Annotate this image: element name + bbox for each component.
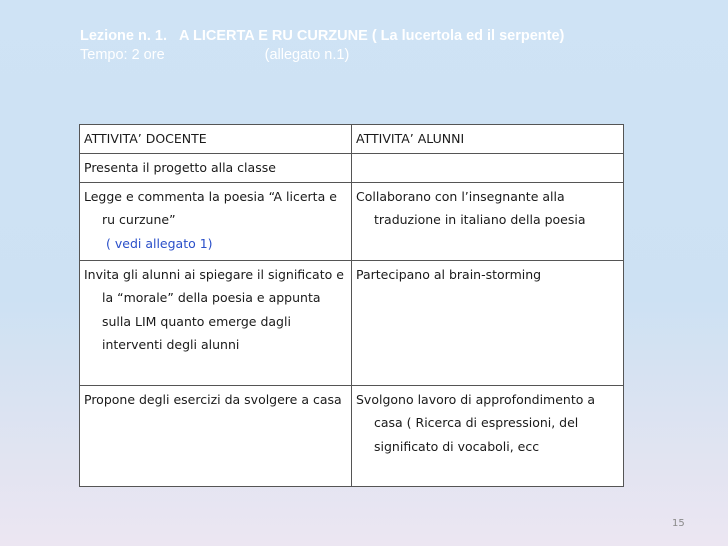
lesson-subtitle: ( La lucertola ed il serpente) xyxy=(371,28,565,44)
col-header-students: ATTIVITA’ ALUNNI xyxy=(352,125,624,154)
student-activity-cell xyxy=(352,385,624,486)
time-line xyxy=(80,46,564,65)
student-activity-text: Partecipano al brain-storming xyxy=(356,266,542,282)
teacher-activity-text: Invita gli alunni ai spiegare il significato e la “morale” della poesia e appunta sulla LIM quanto emerge dagli interventi degli alunni xyxy=(84,266,344,352)
student-activity-text: Svolgono lavoro di approfondimento a casa ( Ricerca di espressioni, del significato di vocaboli, ecc xyxy=(356,391,596,454)
teacher-activity-cell xyxy=(80,385,352,486)
attachment-note: (allegato n.1) xyxy=(264,47,350,63)
teacher-activity-cell xyxy=(80,260,352,385)
col-header-teacher: ATTIVITA’ DOCENTE xyxy=(80,125,352,154)
time-label: Tempo: 2 ore xyxy=(80,47,165,63)
table-row xyxy=(80,182,624,260)
activities-table xyxy=(79,124,624,487)
attachment-link[interactable]: ( vedi allegato 1) xyxy=(106,235,213,251)
student-activity-cell xyxy=(352,260,624,385)
table-row xyxy=(80,385,624,486)
lesson-title: A LICERTA E RU CURZUNE xyxy=(179,28,368,44)
table-header-row xyxy=(80,125,624,154)
slide-header xyxy=(80,27,564,65)
table-row xyxy=(80,260,624,385)
lesson-title-line xyxy=(80,27,564,46)
teacher-activity-text: Presenta il progetto alla classe xyxy=(84,160,276,175)
student-activity-cell xyxy=(352,154,624,183)
teacher-activity-text: Legge e commenta la poesia “A licerta e ru curzune” xyxy=(84,188,337,227)
table-row xyxy=(80,154,624,183)
student-activity-cell xyxy=(352,182,624,260)
teacher-activity-cell xyxy=(80,154,352,183)
teacher-activity-text: Propone degli esercizi da svolgere a casa xyxy=(84,391,342,407)
student-activity-text: Collaborano con l’insegnante alla traduzione in italiano della poesia xyxy=(356,188,586,227)
teacher-activity-cell xyxy=(80,182,352,260)
page-number: 15 xyxy=(672,518,685,529)
lesson-label: Lezione n. 1. xyxy=(80,28,168,44)
